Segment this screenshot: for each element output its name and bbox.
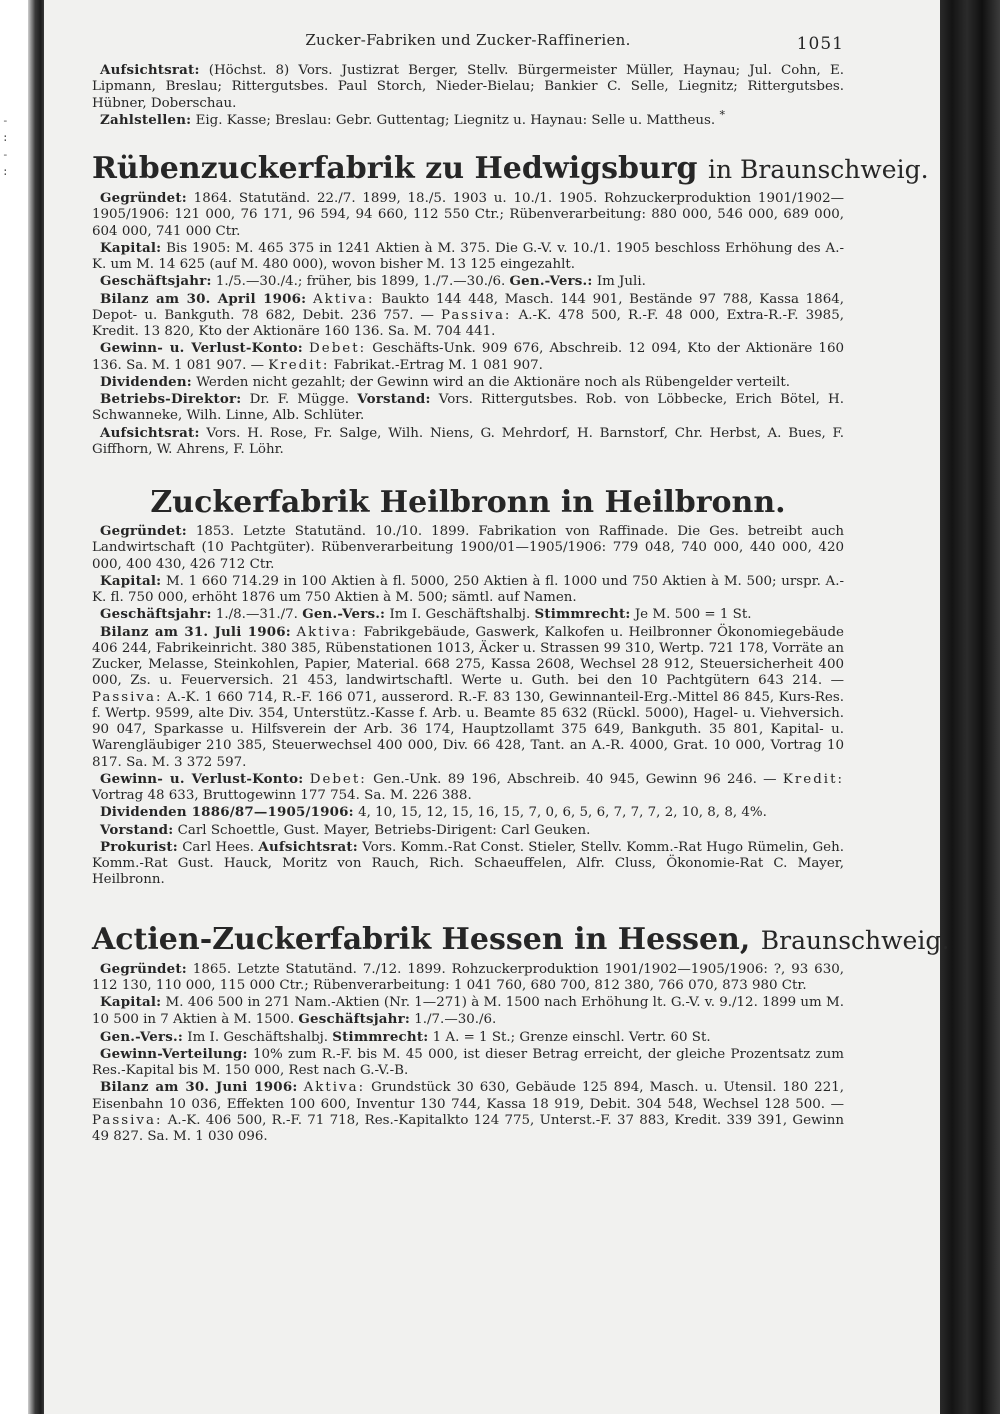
running-head — [92, 32, 844, 62]
kapital-paragraph: Kapital: Bis 1905: M. 465 375 in 1241 Aktien à M. 375. Die G.-V. v. 10./1. 1905 beschloss Erhöhung des A.-K. um M. 14 625 (auf M. 480 000), wovon bisher M. 13 125 eingezahlt. — [92, 239, 844, 272]
facing-page-edge — [940, 0, 1000, 1414]
vorstand-paragraph: Vorstand: Carl Schoettle, Gust. Mayer, Betriebs-Dirigent: Carl Geuken. — [100, 821, 591, 838]
zahlstellen-paragraph: Zahlstellen: Eig. Kasse; Breslau: Gebr. Guttentag; Liegnitz u. Haynau: Selle u. Mattheus. * — [100, 108, 725, 128]
running-head-title: Zucker-Fabriken und Zucker-Raffinerien. — [305, 31, 631, 49]
bilanz-paragraph: Bilanz am 30. Juni 1906: Aktiva: Grundstück 30 630, Gebäude 125 894, Masch. u. Utensil. 180 221, Eisenbahn 10 036, Effekten 100 600, Inventur 130 744, Kassa 18 919, Debit. 304 548, Wechsel 128 500. — Passiva: A.-K. 406 500, R.-F. 71 718, Res.-Kapitalkto 124 775, Unterst.-F. 37 883, Kredit. 339 391, Gewinn 49 827. Sa. M. 1 030 096. — [92, 1079, 844, 1144]
page-number: 1051 — [796, 34, 844, 54]
gegruendet-paragraph: Gegründet: 1865. Letzte Statutänd. 7./12. 1899. Rohzuckerproduktion 1901/1902—1905/1906: ?, 93 630, 112 130, 110 000, 115 000 Ctr.; Rübenverarbeitung: 1 041 760, 680 700, 812 380, 766 070, 873 980 Ctr. — [92, 960, 844, 993]
prokurist-paragraph: Prokurist: Carl Hees. Aufsichtsrat: Vors. Komm.-Rat Const. Stieler, Stellv. Komm.-Rat Hugo Rümelin, Geh. Komm.-Rat Gust. Hauck, Moritz von Rauch, Rich. Schaeuffelen, Alfr. Cluss, Ökonomie-Rat C. Mayer, Heilbronn. — [92, 838, 844, 888]
gen-vers-paragraph: Gen.-Vers.: Im I. Geschäftshalbj. Stimmrecht: 1 A. = 1 St.; Grenze einschl. Vertr. 60 St. — [100, 1028, 711, 1045]
geschaeftsjahr-paragraph: Geschäftsjahr: 1./8.—31./7. Gen.-Vers.: Im I. Geschäftshalbj. Stimmrecht: Je M. 500 = 1 St. — [100, 606, 752, 623]
aufsichtsrat-paragraph: Aufsichtsrat: (Höchst. 8) Vors. Justizrat Berger, Stellv. Bürgermeister Müller, Haynau; Jul. Cohn, E. Lipmann, Breslau; Rittergutsbes. Paul Storch, Nieder-Bielau; Bankier C. Selle, Liegnitz; Rittergutsbes. Hübner, Doberschau. — [92, 62, 844, 111]
section-title-hedwigsburg: Rübenzuckerfabrik zu Hedwigsburg in Braunschweig. — [92, 151, 929, 186]
margin-marks: - : - : — [2, 114, 9, 178]
section-title-hessen: Actien-Zuckerfabrik Hessen in Hessen, Braunschweig. — [92, 921, 950, 957]
end-mark: * — [719, 108, 725, 122]
bilanz-paragraph: Bilanz am 31. Juli 1906: Aktiva: Fabrikgebäude, Gaswerk, Kalkofen u. Heilbronner Ökonomiegebäude 406 244, Fabrikeinricht. 380 385, Rübenstationen 1013, Äcker u. Strassen 99 310, Wertp. 721 178, Vorräte an Zucker, Melasse, Steinkohlen, Papier, Material. 668 275, Kassa 2608, Wechsel 28 912, Steuersicherheit 400 000, Zs. u. Feuerversich. 21 453, landwirtschaftl. Werte u. Guth. bei den 10 Pachtgütern 643 214. — Passiva: A.-K. 1 660 714, R.-F. 166 071, ausserord. R.-F. 83 130, Gewinnanteil-Erg.-Mittel 86 845, Kurs-Res. f. Wertp. 9599, alte Div. 354, Unterstütz.-Kasse f. Arb. u. Beamte 85 632 (Rückl. 5000), Hagel- u. Viehversich. 90 047, Sparkasse u. Hilfsverein der Arb. 36 174, Hauptzollamt 375 649, Bankguth. 35 801, Kapital- u. Warengläubiger 210 385, Steuerwechsel 400 000, Div. 66 428, Tant. an A.-R. 4000, Grat. 10 000, Vortrag 10 817. Sa. M. 3 372 597. — [92, 623, 844, 770]
dividenden-paragraph: Dividenden 1886/87—1905/1906: 4, 10, 15, 12, 15, 16, 15, 7, 0, 6, 5, 6, 7, 7, 7, 2, 10, 8, 8, 4%. — [100, 804, 767, 821]
kapital-paragraph: Kapital: M. 1 660 714.29 in 100 Aktien à fl. 5000, 250 Aktien à fl. 1000 und 750 Aktien à M. 500; urspr. A.-K. fl. 750 000, erhöht 1876 um 750 Aktien à M. 500; sämtl. auf Namen. — [92, 572, 844, 605]
gewinn-verteilung-paragraph: Gewinn-Verteilung: 10% zum R.-F. bis M. 45 000, ist dieser Betrag erreicht, der gleiche Prozentsatz zum Res.-Kapital bis M. 150 000, Rest nach G.-V.-B. — [92, 1045, 844, 1078]
betriebs-direktor-paragraph: Betriebs-Direktor: Dr. F. Mügge. Vorstand: Vors. Rittergutsbes. Rob. von Löbbecke, Erich Bötel, H. Schwanneke, Wilh. Linne, Alb. Schlüter. — [92, 391, 844, 424]
gegruendet-paragraph: Gegründet: 1853. Letzte Statutänd. 10./10. 1899. Fabrikation von Raffinade. Die Ges. betreibt auch Landwirtschaft (10 Pachtgüter). Rübenverarbeitung 1900/01—1905/1906: 779 048, 740 000, 440 000, 420 000, 400 430, 426 712 Ctr. — [92, 523, 844, 572]
bilanz-paragraph: Bilanz am 30. April 1906: Aktiva: Baukto 144 448, Masch. 144 901, Bestände 97 788, Kassa 1864, Depot- u. Bankguth. 78 682, Debit. 236 757. — Passiva: A.-K. 478 500, R.-F. 48 000, Extra-R.-F. 3985, Kredit. 13 820, Kto der Aktionäre 160 136. Sa. M. 704 441. — [92, 290, 844, 339]
dividenden-paragraph: Dividenden: Werden nicht gezahlt; der Gewinn wird an die Aktionäre noch als Rübengelder verteilt. — [100, 373, 791, 390]
section-title-heilbronn: Zuckerfabrik Heilbronn in Heilbronn. — [150, 485, 786, 520]
aufsichtsrat-paragraph: Aufsichtsrat: Vors. H. Rose, Fr. Salge, Wilh. Niens, G. Mehrdorf, H. Barnstorf, Chr. Herbst, A. Bues, F. Giffhorn, W. Ahrens, F. Löhr. — [92, 424, 844, 457]
geschaeftsjahr-paragraph: Geschäftsjahr: 1./5.—30./4.; früher, bis 1899, 1./7.—30./6. Gen.-Vers.: Im Juli. — [100, 273, 646, 290]
gewinn-verlust-paragraph: Gewinn- u. Verlust-Konto: Debet: Geschäfts-Unk. 909 676, Abschreib. 12 094, Kto der Aktionäre 160 136. Sa. M. 1 081 907. — Kredit: Fabrikat.-Ertrag M. 1 081 907. — [92, 340, 844, 373]
gegruendet-paragraph: Gegründet: 1864. Statutänd. 22./7. 1899, 18./5. 1903 u. 10./1. 1905. Rohzuckerproduktion 1901/1902—1905/1906: 121 000, 76 171, 96 594, 94 660, 112 550 Ctr.; Rübenverarbeitung: 880 000, 546 000, 689 000, 604 000, 741 000 Ctr. — [92, 190, 844, 239]
kapital-paragraph: Kapital: M. 406 500 in 271 Nam.-Aktien (Nr. 1—271) à M. 1500 nach Erhöhung lt. G.-V. v. 9./12. 1899 um M. 10 500 in 7 Aktien à M. 1500. Geschäftsjahr: 1./7.—30./6. — [92, 994, 844, 1028]
gewinn-verlust-paragraph: Gewinn- u. Verlust-Konto: Debet: Gen.-Unk. 89 196, Abschreib. 40 945, Gewinn 96 246. — Kredit: Vortrag 48 633, Bruttogewinn 177 754. Sa. M. 226 388. — [92, 770, 844, 803]
page-content — [92, 31, 950, 1145]
